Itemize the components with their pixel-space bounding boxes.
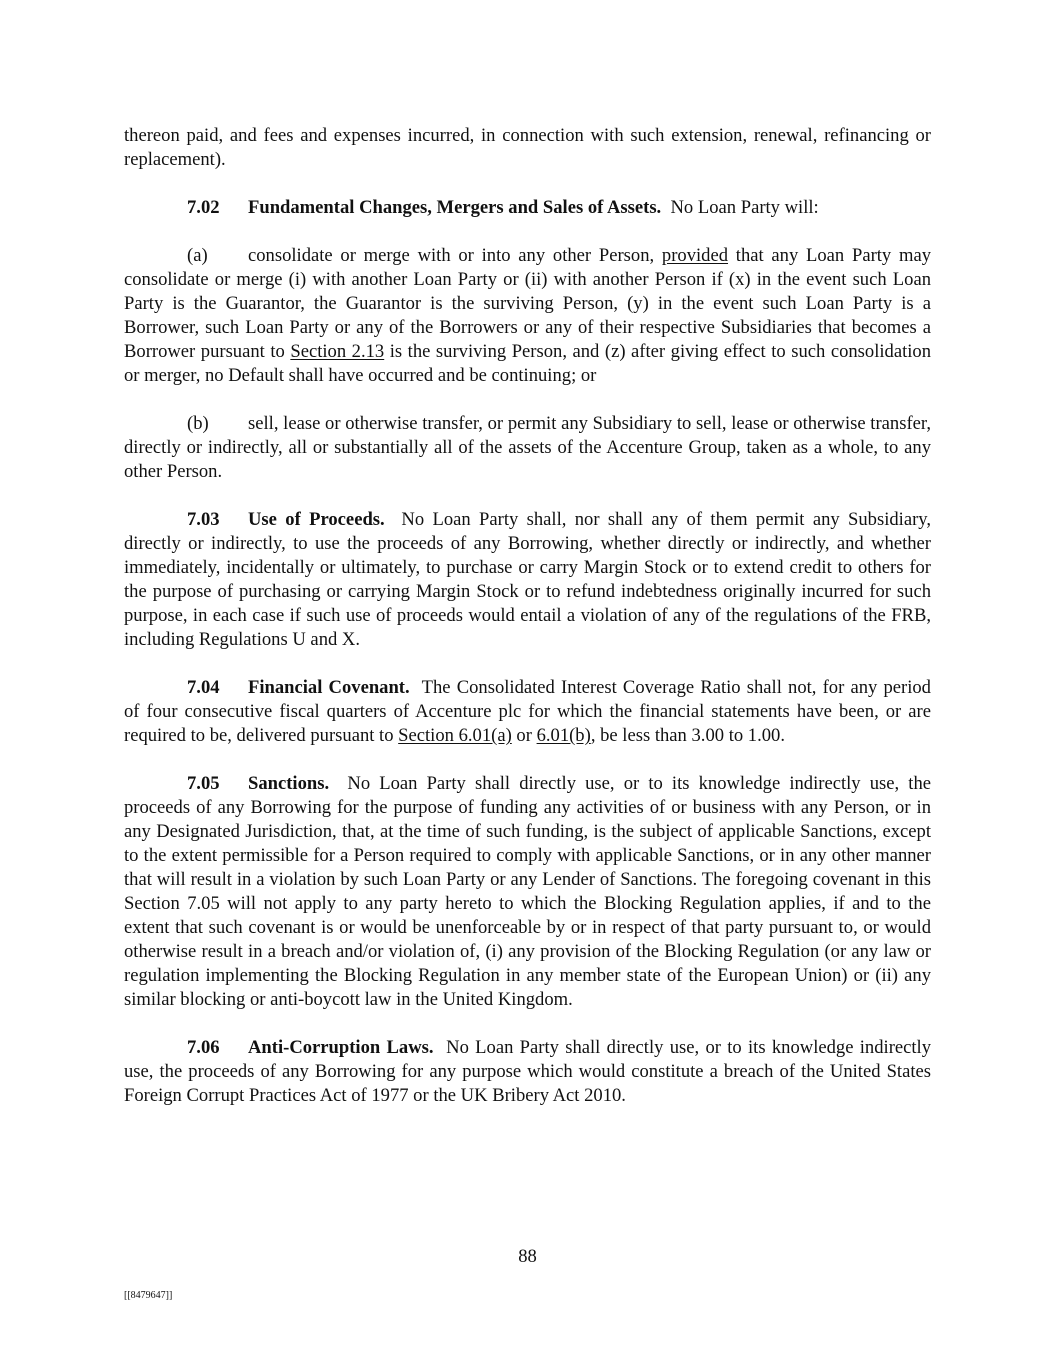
clause-text: is the surviving Person, and (z) after giving effect to such consolidation or merger, no Default shall have occurred and be continuing; or — [124, 341, 932, 386]
document-id: [[8479647]] — [124, 1290, 173, 1301]
section-6-01b-reference[interactable]: 6.01(b) — [536, 725, 591, 746]
clause-label: (a) — [187, 245, 208, 266]
clause-b — [124, 412, 931, 484]
section-number: 7.04 — [187, 677, 220, 698]
section-number: 7.05 — [187, 773, 220, 794]
page-number: 88 — [518, 1246, 537, 1267]
section-7-02 — [124, 196, 931, 220]
clause-text: sell, lease or otherwise transfer, or permit any Subsidiary to sell, lease or otherwise transfer, directly or indirectly, all or substantially all of the assets of the Accenture Group, taken as a whole, to any other Person. — [124, 413, 931, 482]
clause-label: (b) — [187, 413, 209, 434]
section-text: , be less than 3.00 to 1.00. — [590, 725, 785, 746]
document-page — [124, 124, 931, 1132]
clause-text: consolidate or merge with or into any other Person, — [248, 245, 662, 266]
section-text: No Loan Party shall directly use, or to its knowledge indirectly use, the proceeds of any Borrowing for any purpose which would constitute a breach of the United States Foreign Corrupt Practices Act of 1977 or the UK Bribery Act 2010. — [124, 1037, 932, 1106]
section-text: or — [511, 725, 537, 746]
section-title: Use of Proceeds. — [248, 509, 385, 530]
provided-term: provided — [661, 245, 729, 266]
section-text: No Loan Party will: — [670, 197, 819, 218]
section-text: The Consolidated Interest Coverage Ratio shall not, for any period of four consecutive fiscal quarters of Accenture plc for which the financial statements have been, or are required to be, delivered pursuant to — [124, 677, 931, 746]
section-7-04 — [124, 676, 931, 748]
section-7-06 — [124, 1036, 931, 1108]
section-text: No Loan Party shall, nor shall any of them permit any Subsidiary, directly or indirectly, to use the proceeds of any Borrowing, whether directly or indirectly, and whether immediately, incidentally or ultimately, to purchase or carry Margin Stock or to extend credit to others for the purpose of purchasing or carrying Margin Stock or to refund indebtedness originally incurred for such purpose, in each case if such use of proceeds would entail a violation of any of the regulations of the FRB, including Regulations U and X. — [124, 509, 932, 650]
clause-text: that any Loan Party may consolidate or merge (i) with another Loan Party or (ii) with another Person if (x) in the event such Loan Party is the Guarantor, the Guarantor is the surviving Person, (y) in the event such Loan Party is a Borrower, such Loan Party or any of the Borrowers or any of their respective Subsidiaries that becomes a Borrower pursuant to — [124, 245, 931, 362]
clause-a — [124, 244, 931, 388]
section-title: Sanctions. — [248, 773, 330, 794]
section-number: 7.02 — [187, 197, 220, 218]
section-number: 7.06 — [187, 1037, 220, 1058]
section-2-13-reference[interactable]: Section 2.13 — [290, 341, 385, 362]
continuation-paragraph: thereon paid, and fees and expenses incurred, in connection with such extension, renewal, refinancing or replacement). — [124, 125, 931, 170]
section-title: Anti-Corruption Laws. — [248, 1037, 434, 1058]
section-text: No Loan Party shall directly use, or to its knowledge indirectly use, the proceeds of any Borrowing for the purpose of funding any activities of or business with any Person, or in any Designated Jurisdiction, that, at the time of such funding, is the subject of applicable Sanctions, except to the extent permissible for a Person required to comply with applicable Sanctions, or in any other manner that will result in a violation by such Loan Party or any Lender of Sanctions. The foregoing covenant in this Section 7.05 will not apply to any party hereto to which the Blocking Regulation applies, if and to the extent that such covenant is or would be unenforceable by or in respect of that party pursuant to, or would otherwise result in a breach and/or violation of, (i) any provision of the Blocking Regulation (or any law or regulation implementing the Blocking Regulation in any member state of the European Union) or (ii) any similar blocking or anti-boycott law in the United Kingdom. — [124, 773, 931, 1010]
section-title: Fundamental Changes, Mergers and Sales of Assets. — [248, 197, 662, 218]
section-number: 7.03 — [187, 509, 220, 530]
section-6-01a-reference[interactable]: Section 6.01(a) — [398, 725, 512, 746]
section-7-05 — [124, 772, 931, 1012]
section-7-03 — [124, 508, 931, 652]
section-title: Financial Covenant. — [248, 677, 410, 698]
